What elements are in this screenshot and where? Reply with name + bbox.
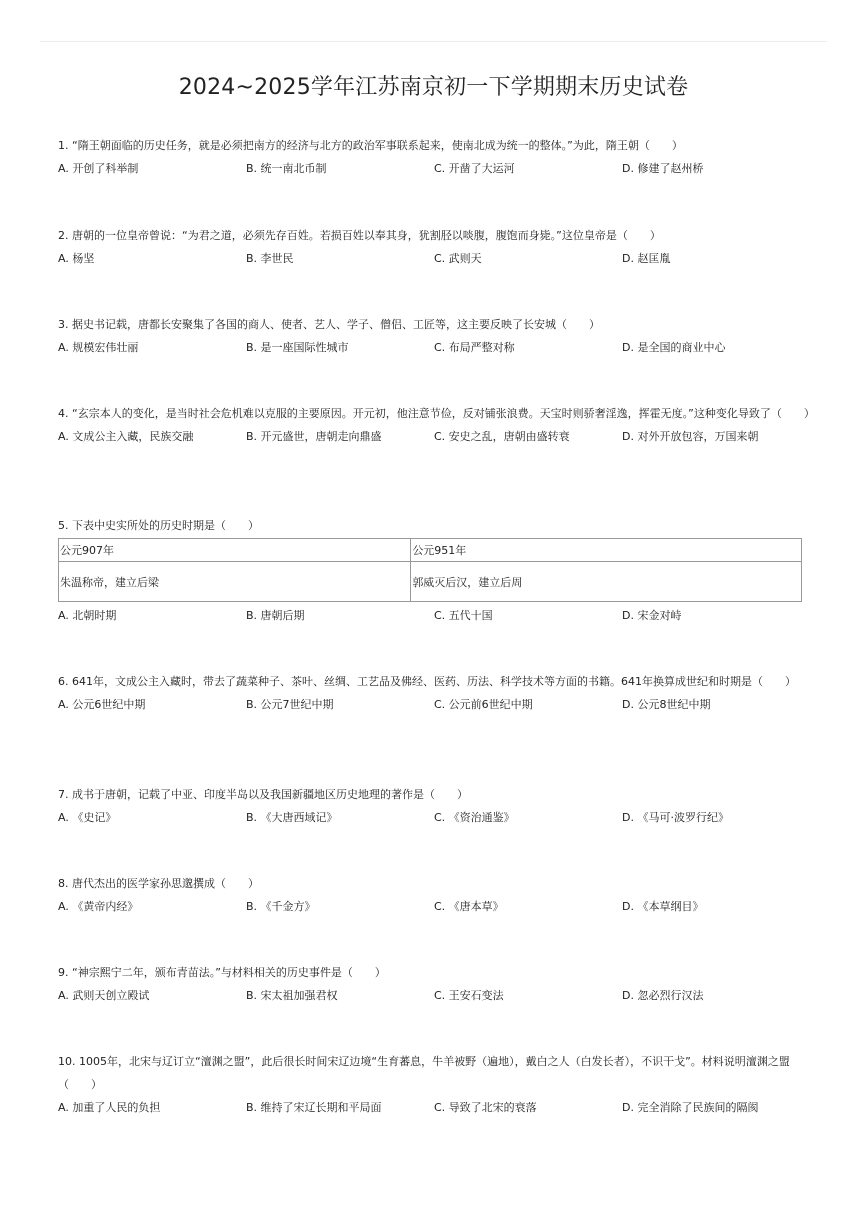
- option-d[interactable]: D. 修建了赵州桥: [622, 162, 704, 175]
- option-d[interactable]: D. 《马可·波罗行纪》: [622, 811, 729, 824]
- option-c[interactable]: C. 导致了北宋的衰落: [434, 1101, 537, 1114]
- question-stem: 3. 据史书记载，唐都长安聚集了各国的商人、使者、艺人、学子、僧侣、工匠等，这主要反映了长安城（ ）: [58, 318, 600, 331]
- question-stem: 4. “玄宗本人的变化，是当时社会危机难以克服的主要原因。开元初，他注意节俭，反对铺张浪费。天宝时则骄奢淫逸，挥霍无度。”这种变化导致了（ ）: [58, 407, 815, 420]
- options-row: [58, 336, 814, 359]
- option-b[interactable]: B. 是一座国际性城市: [246, 341, 349, 354]
- option-a[interactable]: A. 武则天创立殿试: [58, 989, 150, 1002]
- table-cell: 朱温称帝，建立后梁: [59, 562, 411, 602]
- question-1: [58, 134, 814, 180]
- option-b[interactable]: B. 唐朝后期: [246, 609, 305, 622]
- option-a[interactable]: A. 《史记》: [58, 811, 117, 824]
- table-cell: 郭威灭后汉，建立后周: [411, 562, 802, 602]
- option-c[interactable]: C. 《资治通鉴》: [434, 811, 515, 824]
- option-c[interactable]: C. 《唐本草》: [434, 900, 504, 913]
- option-b[interactable]: B. 宋太祖加强君权: [246, 989, 338, 1002]
- history-table: [58, 538, 802, 602]
- options-row: [58, 247, 814, 270]
- option-a[interactable]: A. 加重了人民的负担: [58, 1101, 161, 1114]
- header-divider: [40, 41, 827, 42]
- options-row: [58, 984, 814, 1007]
- options-row: [58, 1096, 814, 1119]
- question-stem: 5. 下表中史实所处的历史时期是（ ）: [58, 519, 259, 532]
- options-row: [58, 604, 814, 627]
- question-7: [58, 783, 814, 829]
- options-row: [58, 425, 814, 448]
- options-row: [58, 895, 814, 918]
- option-b[interactable]: B. 公元7世纪中期: [246, 698, 334, 711]
- option-c[interactable]: C. 五代十国: [434, 609, 493, 622]
- option-c[interactable]: C. 武则天: [434, 252, 482, 265]
- option-b[interactable]: B. 统一南北币制: [246, 162, 327, 175]
- option-b[interactable]: B. 维持了宋辽长期和平局面: [246, 1101, 382, 1114]
- question-stem: 2. 唐朝的一位皇帝曾说：“为君之道，必须先存百姓。若损百姓以奉其身，犹割胫以啖腹，腹饱而身毙。”这位皇帝是（ ）: [58, 229, 661, 242]
- table-cell: 公元951年: [411, 539, 802, 562]
- option-a[interactable]: A. 《黄帝内经》: [58, 900, 139, 913]
- option-a[interactable]: A. 杨坚: [58, 252, 95, 265]
- options-row: [58, 157, 814, 180]
- option-d[interactable]: D. 完全消除了民族间的隔阂: [622, 1101, 759, 1114]
- table-row: [59, 539, 802, 562]
- question-stem: 9. “神宗熙宁二年，颁布青苗法。”与材料相关的历史事件是（ ）: [58, 966, 386, 979]
- question-stem: 10. 1005年，北宋与辽订立“澶渊之盟”，此后很长时间宋辽边境“生育蕃息，牛羊被野（遍地），戴白之人（白发长者），不识干戈”。材料说明澶渊之盟（ ）: [58, 1055, 790, 1091]
- option-b[interactable]: B. 李世民: [246, 252, 294, 265]
- question-6: [58, 670, 814, 716]
- option-b[interactable]: B. 《大唐西域记》: [246, 811, 338, 824]
- table-cell: 公元907年: [59, 539, 411, 562]
- option-d[interactable]: D. 《本草纲目》: [622, 900, 704, 913]
- table-row: [59, 562, 802, 602]
- option-c[interactable]: C. 开凿了大运河: [434, 162, 515, 175]
- option-d[interactable]: D. 公元8世纪中期: [622, 698, 711, 711]
- options-row: [58, 693, 814, 716]
- question-4: [58, 402, 814, 448]
- option-d[interactable]: D. 忽必烈行汉法: [622, 989, 704, 1002]
- option-b[interactable]: B. 《千金方》: [246, 900, 316, 913]
- option-c[interactable]: C. 布局严整对称: [434, 341, 515, 354]
- option-a[interactable]: A. 规模宏伟壮丽: [58, 341, 139, 354]
- question-3: [58, 313, 814, 359]
- option-c[interactable]: C. 公元前6世纪中期: [434, 698, 533, 711]
- question-8: [58, 872, 814, 918]
- option-d[interactable]: D. 宋金对峙: [622, 609, 682, 622]
- question-stem: 8. 唐代杰出的医学家孙思邈撰成（ ）: [58, 877, 259, 890]
- option-a[interactable]: A. 公元6世纪中期: [58, 698, 146, 711]
- option-d[interactable]: D. 赵匡胤: [622, 252, 671, 265]
- option-c[interactable]: C. 王安石变法: [434, 989, 504, 1002]
- question-9: [58, 961, 814, 1007]
- option-d[interactable]: D. 对外开放包容，万国来朝: [622, 430, 759, 443]
- page-title: 2024~2025学年江苏南京初一下学期期末历史试卷: [178, 75, 689, 100]
- question-10: [58, 1050, 814, 1119]
- question-5: [58, 514, 814, 627]
- option-a[interactable]: A. 开创了科举制: [58, 162, 139, 175]
- option-a[interactable]: A. 文成公主入藏，民族交融: [58, 430, 194, 443]
- options-row: [58, 806, 814, 829]
- option-c[interactable]: C. 安史之乱，唐朝由盛转衰: [434, 430, 570, 443]
- question-stem: 7. 成书于唐朝，记载了中亚、印度半岛以及我国新疆地区历史地理的著作是（ ）: [58, 788, 468, 801]
- question-stem: 6. 641年，文成公主入藏时，带去了蔬菜种子、茶叶、丝绸、工艺品及佛经、医药、历法、科学技术等方面的书籍。641年换算成世纪和时期是（ ）: [58, 675, 796, 688]
- option-a[interactable]: A. 北朝时期: [58, 609, 117, 622]
- question-stem: 1. “隋王朝面临的历史任务，就是必须把南方的经济与北方的政治军事联系起来，使南北成为统一的整体。”为此，隋王朝（ ）: [58, 139, 683, 152]
- option-d[interactable]: D. 是全国的商业中心: [622, 341, 726, 354]
- question-2: [58, 224, 814, 270]
- option-b[interactable]: B. 开元盛世，唐朝走向鼎盛: [246, 430, 382, 443]
